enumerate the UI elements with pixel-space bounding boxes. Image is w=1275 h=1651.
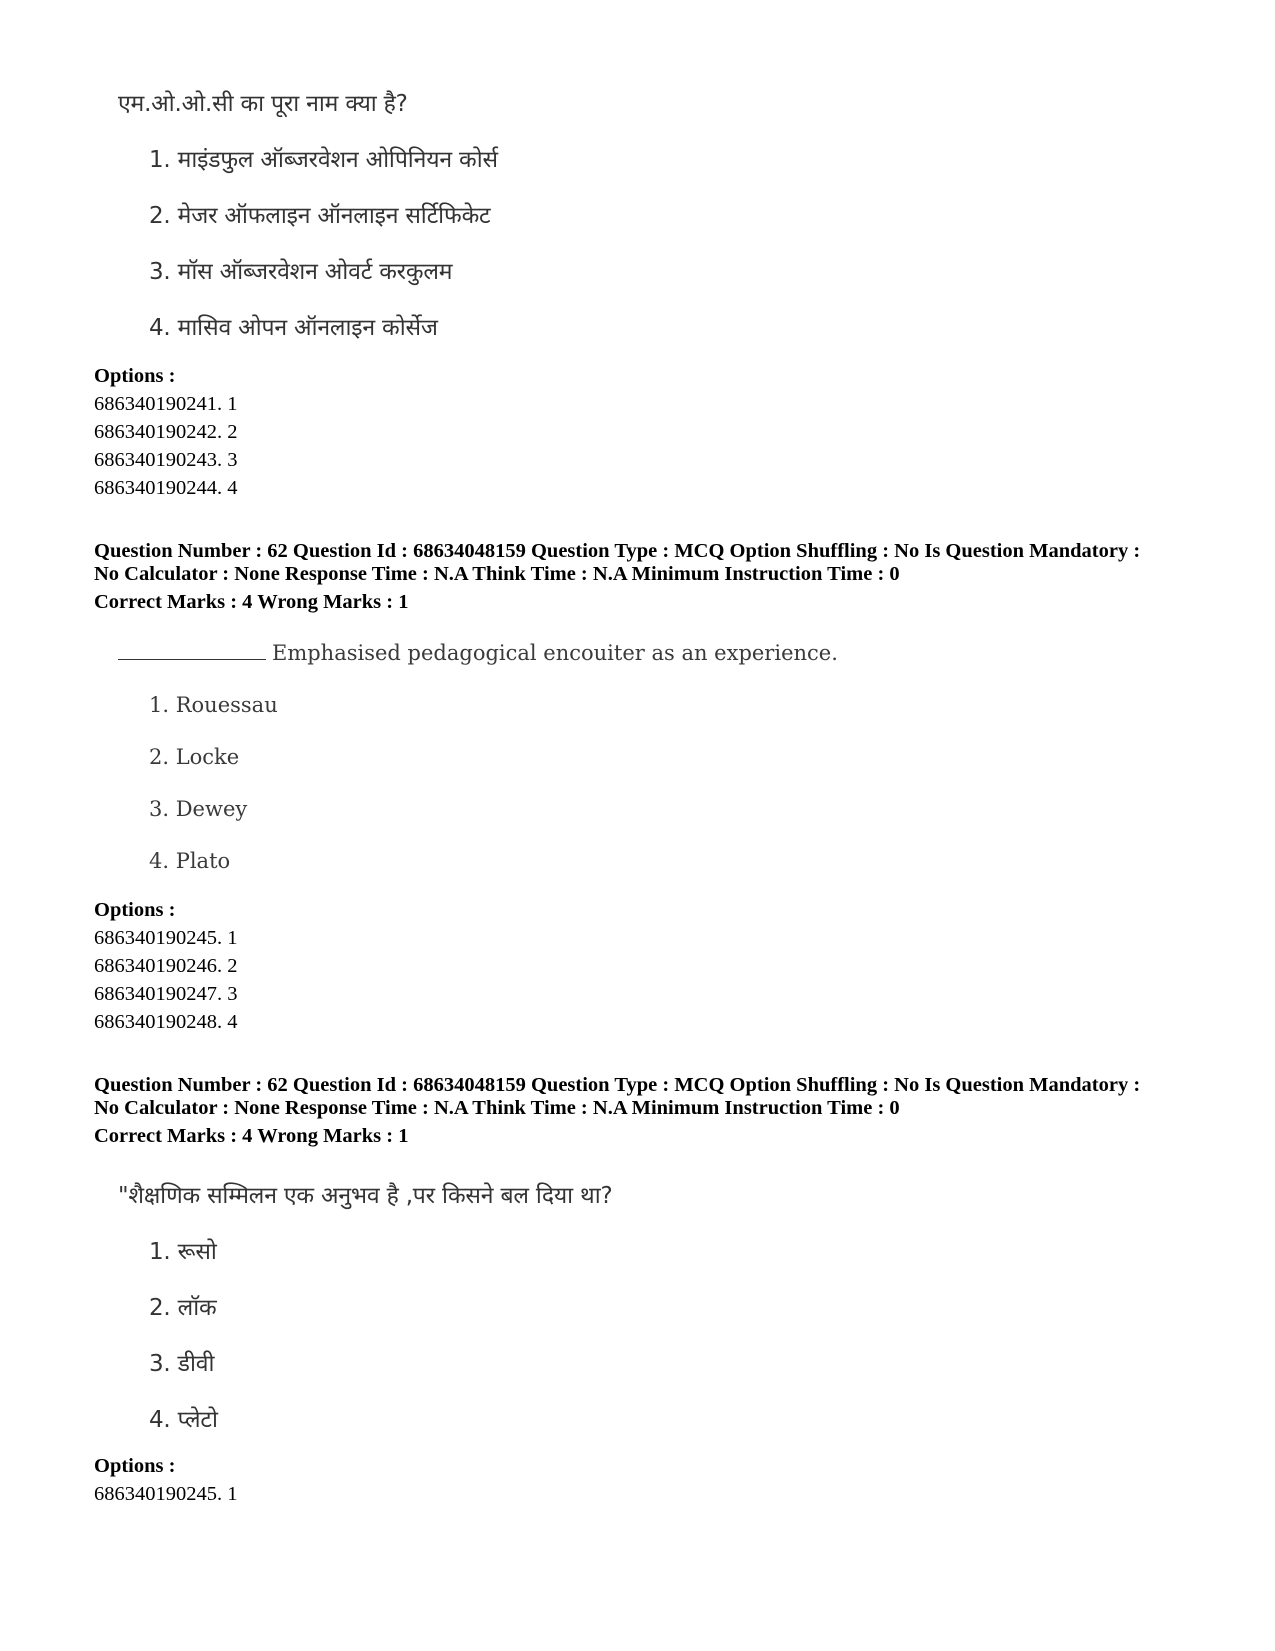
option-id: 686340190248. 4: [94, 1011, 238, 1033]
question-option: 2. लॉक: [149, 1295, 217, 1321]
option-id: 686340190245. 1: [94, 1483, 238, 1505]
question-meta-line-1: Question Number : 62 Question Id : 68634048159 Question Type : MCQ Option Shuffling : No Is Question Mandatory :: [94, 1074, 1141, 1096]
option-id: 686340190242. 2: [94, 421, 238, 443]
question-text: Emphasised pedagogical encouiter as an experience.: [272, 641, 838, 665]
question-text-row: [118, 641, 838, 665]
option-id: 686340190244. 4: [94, 477, 238, 499]
option-id: 686340190247. 3: [94, 983, 238, 1005]
question-text: "शैक्षणिक सम्मिलन एक अनुभव है ,पर किसने बल दिया था?: [118, 1183, 613, 1209]
question-meta-line-2: No Calculator : None Response Time : N.A Think Time : N.A Minimum Instruction Time : 0: [94, 563, 900, 585]
option-id: 686340190245. 1: [94, 927, 238, 949]
question-option: 2. मेजर ऑफलाइन ऑनलाइन सर्टिफिकेट: [149, 203, 491, 229]
options-label: Options :: [94, 899, 176, 921]
options-label: Options :: [94, 365, 176, 387]
question-option: 4. मासिव ओपन ऑनलाइन कोर्सेज: [149, 315, 438, 341]
marks-line: Correct Marks : 4 Wrong Marks : 1: [94, 1125, 409, 1147]
question-option: 3. मॉस ऑब्जरवेशन ओवर्ट करकुलम: [149, 259, 453, 285]
question-option: 2. Locke: [149, 745, 240, 769]
question-option: 1. रूसो: [149, 1239, 217, 1265]
options-label: Options :: [94, 1455, 176, 1477]
question-option: 3. डीवी: [149, 1351, 215, 1377]
question-meta-line-1: Question Number : 62 Question Id : 68634048159 Question Type : MCQ Option Shuffling : No Is Question Mandatory :: [94, 540, 1141, 562]
question-text: एम.ओ.ओ.सी का पूरा नाम क्या है?: [118, 91, 408, 117]
option-id: 686340190243. 3: [94, 449, 238, 471]
question-option: 4. प्लेटो: [149, 1407, 218, 1433]
question-option: 4. Plato: [149, 849, 231, 873]
fill-in-blank: [118, 641, 266, 660]
question-option: 1. Rouessau: [149, 693, 278, 717]
question-option: 3. Dewey: [149, 797, 248, 821]
option-id: 686340190241. 1: [94, 393, 238, 415]
marks-line: Correct Marks : 4 Wrong Marks : 1: [94, 591, 409, 613]
option-id: 686340190246. 2: [94, 955, 238, 977]
question-meta-line-2: No Calculator : None Response Time : N.A Think Time : N.A Minimum Instruction Time : 0: [94, 1097, 900, 1119]
question-option: 1. माइंडफुल ऑब्जरवेशन ओपिनियन कोर्स: [149, 147, 498, 173]
